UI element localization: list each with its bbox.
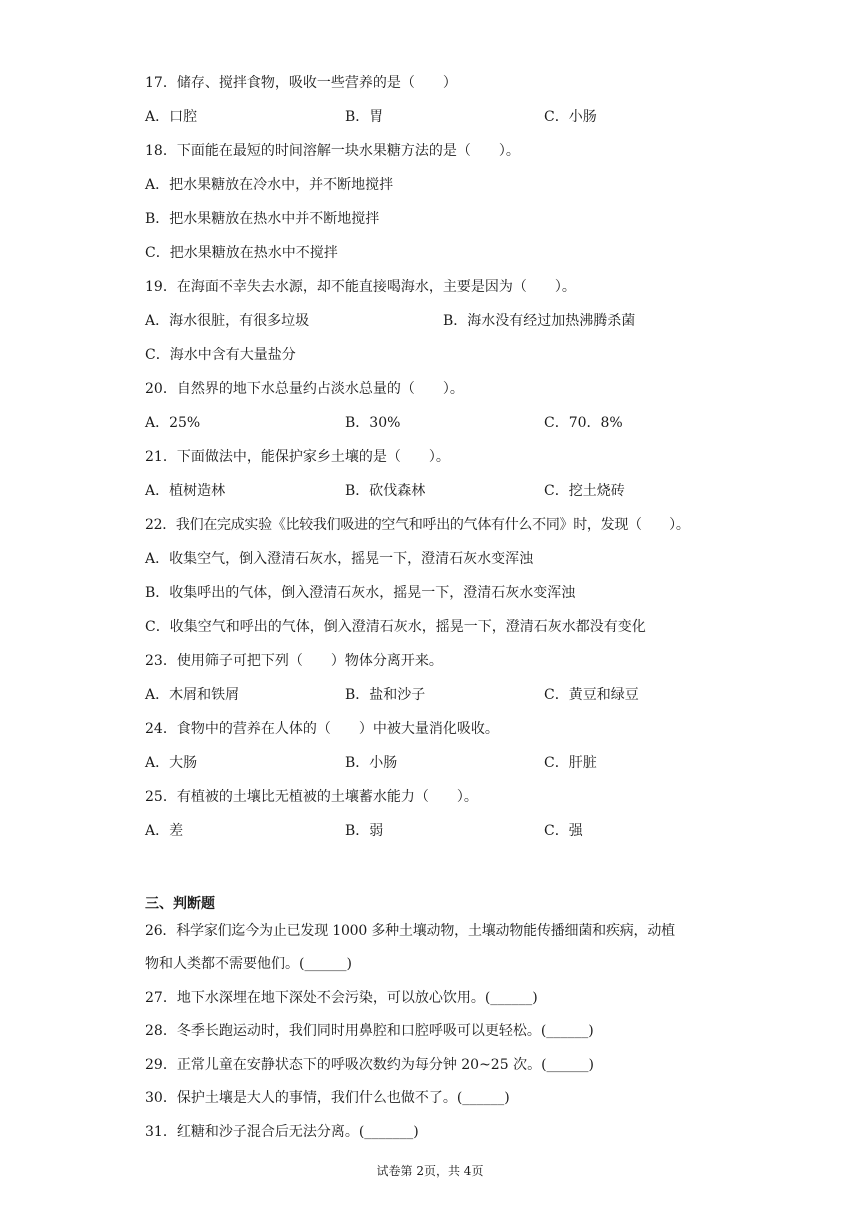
question-26-line1: 26．科学家们迄今为止已发现 1000 多种土壤动物，土壤动物能传播细菌和疾病，动植 <box>145 923 675 939</box>
q21-option-b: B．砍伐森林 <box>345 483 426 499</box>
q20-option-c: C．70．8% <box>544 415 623 431</box>
question-17: 17．储存、搅拌食物，吸收一些营养的是（ ） <box>145 75 457 91</box>
question-21: 21．下面做法中，能保护家乡土壤的是（ ）。 <box>145 449 450 465</box>
q21-option-c: C．挖土烧砖 <box>544 483 625 499</box>
q21-option-a: A．植树造林 <box>145 483 226 499</box>
q25-option-a: A．差 <box>145 823 184 839</box>
q18-option-c: C．把水果糖放在热水中不搅拌 <box>145 245 338 261</box>
question-18: 18．下面能在最短的时间溶解一块水果糖方法的是（ ）。 <box>145 143 520 159</box>
q20-option-a: A．25% <box>145 415 201 431</box>
q24-option-b: B．小肠 <box>345 755 398 771</box>
q20-option-b: B．30% <box>345 415 401 431</box>
q17-option-c: C．小肠 <box>544 109 597 125</box>
q22-option-c: C．收集空气和呼出的气体，倒入澄清石灰水，摇晃一下，澄清石灰水都没有变化 <box>145 619 646 635</box>
question-20: 20．自然界的地下水总量约占淡水总量的（ ）。 <box>145 381 464 397</box>
q23-option-b: B．盐和沙子 <box>345 687 426 703</box>
question-19: 19．在海面不幸失去水源，却不能直接喝海水，主要是因为（ ）。 <box>145 279 576 295</box>
question-30: 30．保护土壤是大人的事情，我们什么也做不了。(______) <box>145 1090 510 1106</box>
q19-option-c: C．海水中含有大量盐分 <box>145 347 296 363</box>
question-25: 25．有植被的土壤比无植被的土壤蓄水能力（ ）。 <box>145 789 478 805</box>
q25-option-c: C．强 <box>544 823 583 839</box>
q17-option-b: B．胃 <box>345 109 384 125</box>
section-heading-judgement: 三、判断题 <box>145 896 215 912</box>
q23-option-a: A．木屑和铁屑 <box>145 687 240 703</box>
q19-option-a: A．海水很脏，有很多垃圾 <box>145 313 310 329</box>
q24-option-a: A．大肠 <box>145 755 198 771</box>
q23-option-c: C．黄豆和绿豆 <box>544 687 639 703</box>
question-23: 23．使用筛子可把下列（ ）物体分离开来。 <box>145 653 443 669</box>
question-26-line2: 物和人类都不需要他们。(______) <box>145 956 352 972</box>
question-24: 24．食物中的营养在人体的（ ）中被大量消化吸收。 <box>145 721 499 737</box>
q17-option-a: A．口腔 <box>145 109 198 125</box>
q24-option-c: C．肝脏 <box>544 755 597 771</box>
page-footer: 试卷第 2页，共 4页 <box>376 1164 484 1178</box>
q19-option-b: B．海水没有经过加热沸腾杀菌 <box>443 313 636 329</box>
question-22: 22．我们在完成实验《比较我们吸进的空气和呼出的气体有什么不同》时，发现（ ）。 <box>145 517 690 533</box>
question-27: 27．地下水深埋在地下深处不会污染，可以放心饮用。(______) <box>145 990 538 1006</box>
q22-option-b: B．收集呼出的气体，倒入澄清石灰水，摇晃一下，澄清石灰水变浑浊 <box>145 585 576 601</box>
question-31: 31．红糖和沙子混合后无法分离。(_______) <box>145 1124 419 1140</box>
q18-option-a: A．把水果糖放在冷水中，并不断地搅拌 <box>145 177 394 193</box>
question-28: 28．冬季长跑运动时，我们同时用鼻腔和口腔呼吸可以更轻松。(______) <box>145 1023 594 1039</box>
question-29: 29．正常儿童在安静状态下的呼吸次数约为每分钟 20~25 次。(______) <box>145 1057 594 1073</box>
q25-option-b: B．弱 <box>345 823 384 839</box>
q18-option-b: B．把水果糖放在热水中并不断地搅拌 <box>145 211 380 227</box>
q22-option-a: A．收集空气，倒入澄清石灰水，摇晃一下，澄清石灰水变浑浊 <box>145 551 534 567</box>
